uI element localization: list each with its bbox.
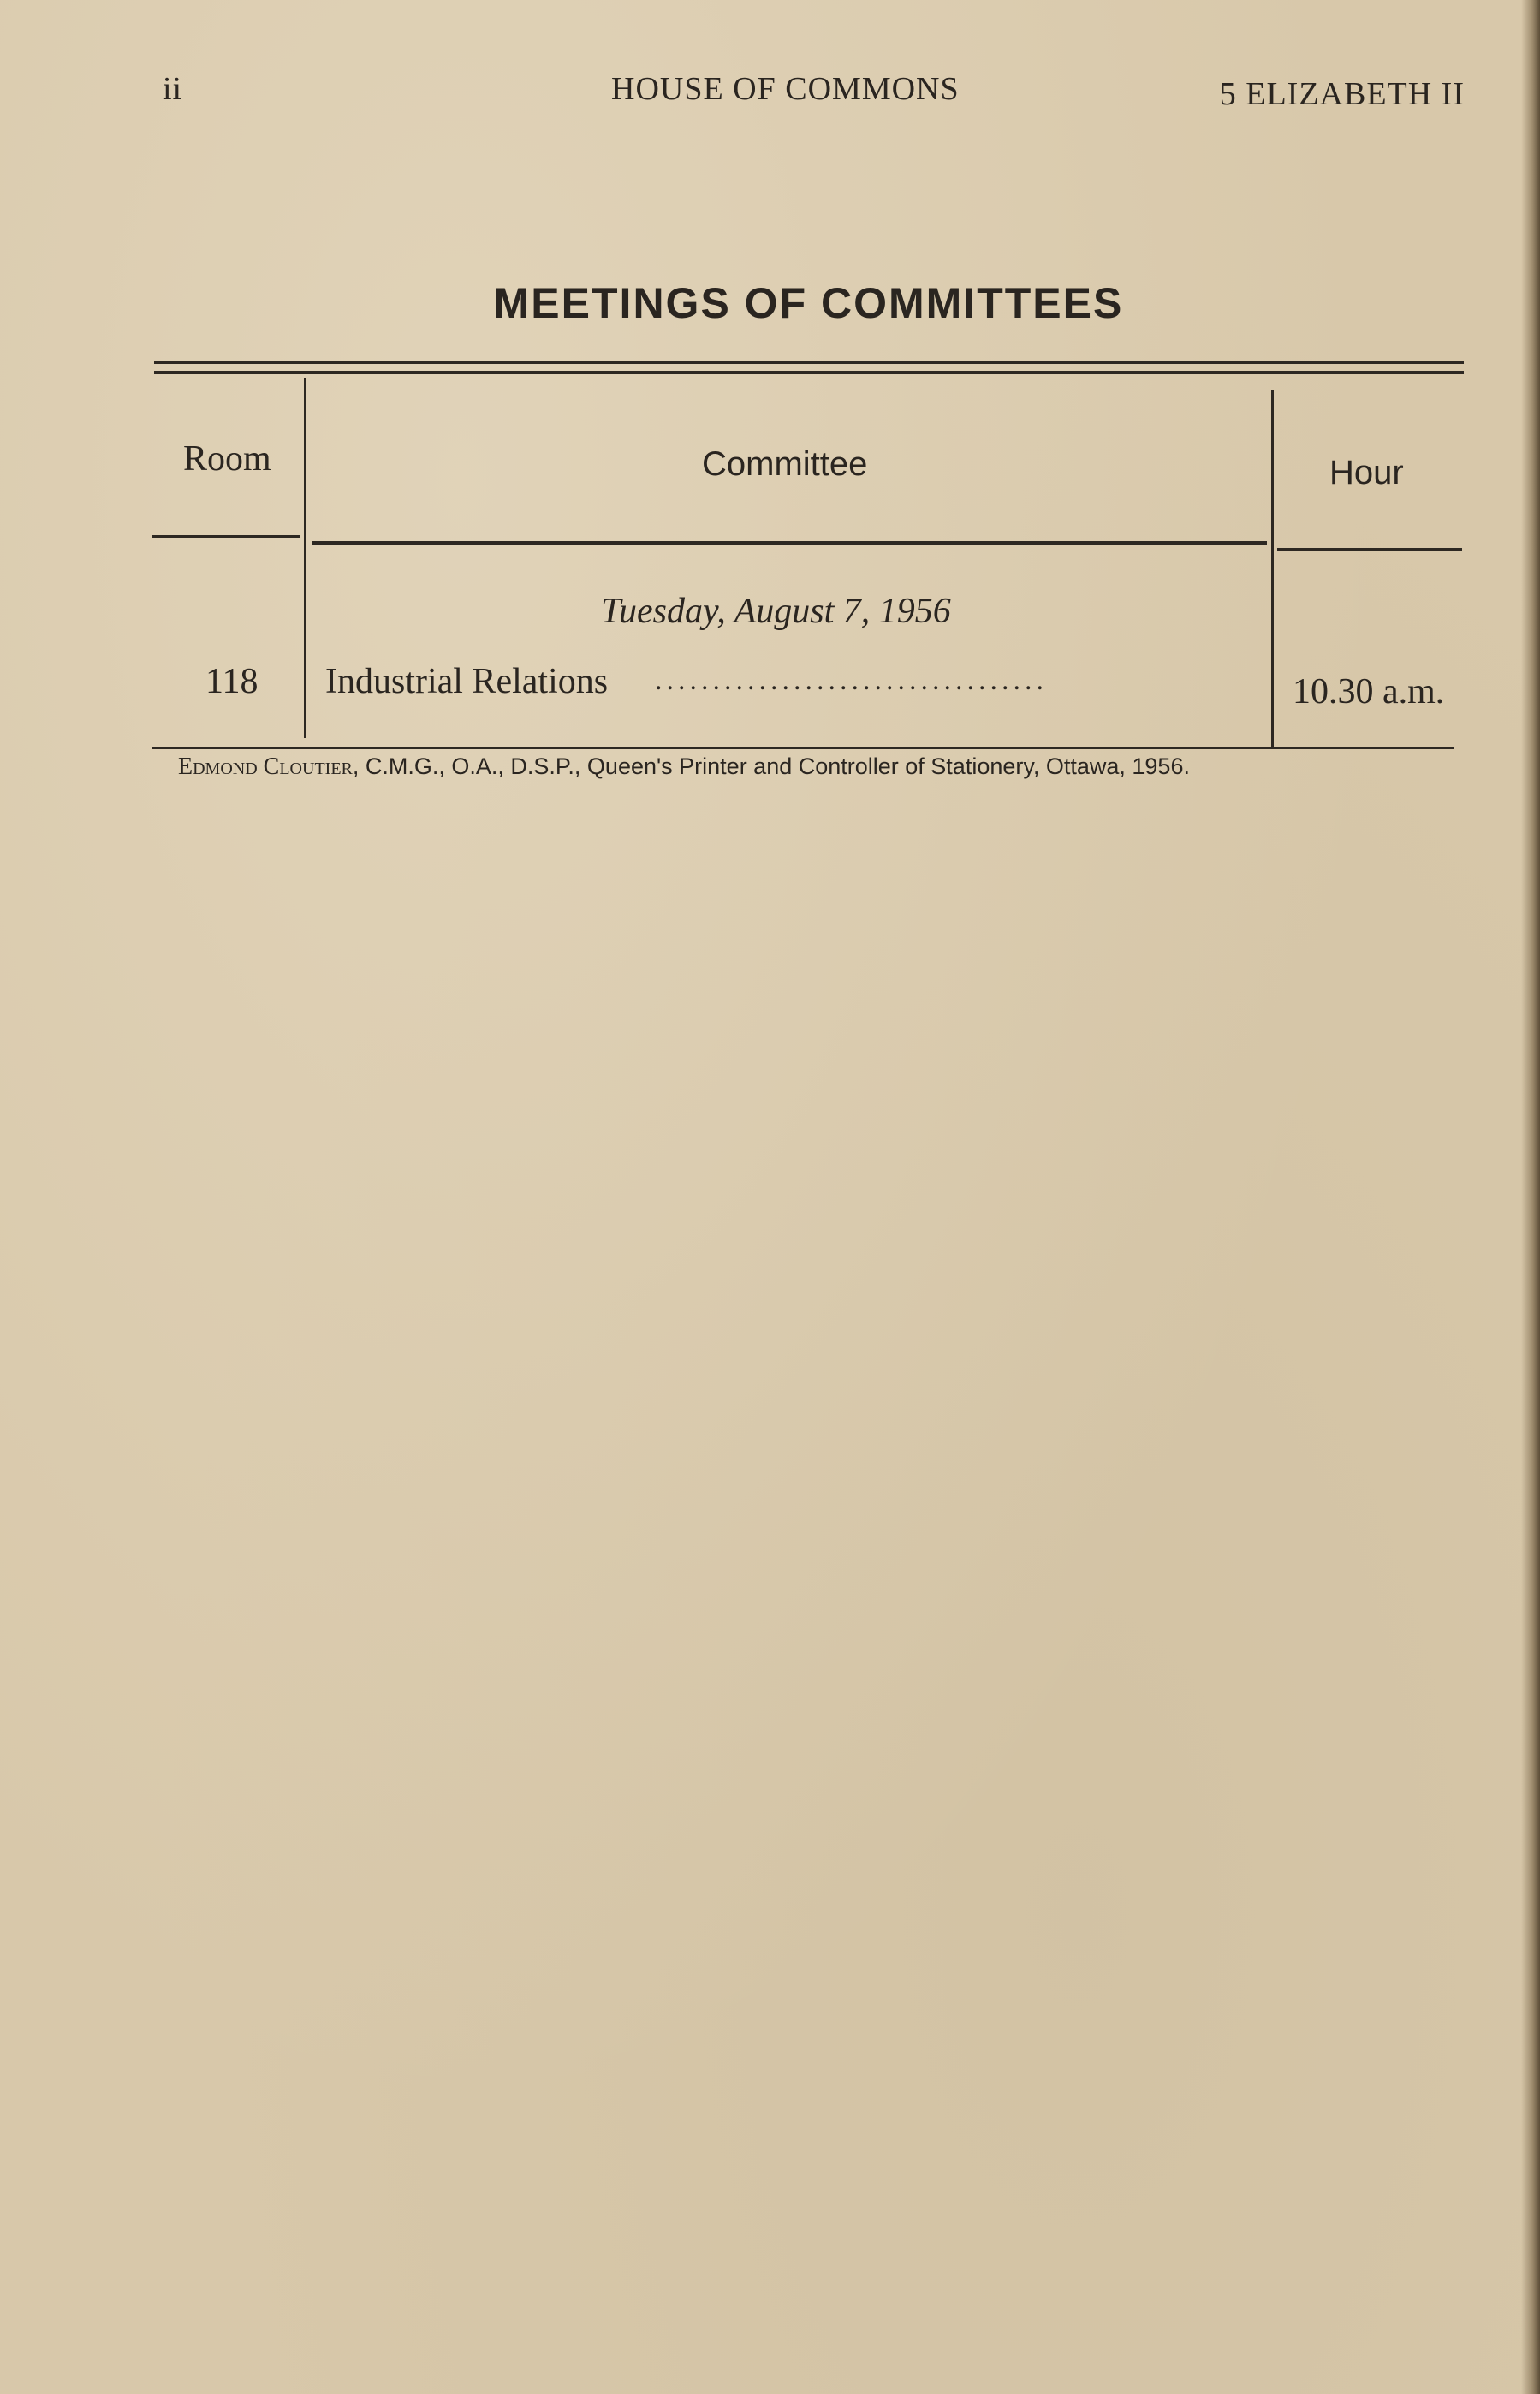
column-divider-right bbox=[1271, 390, 1274, 749]
running-head bbox=[0, 70, 1540, 113]
imprint-rule bbox=[152, 747, 1454, 749]
printer-credentials: , C.M.G., O.A., D.S.P., Queen's Printer and Controller of Stationery, Ottawa, 1956. bbox=[352, 753, 1190, 779]
header-rule-hour bbox=[1277, 548, 1462, 551]
page-folio: ii bbox=[163, 71, 183, 107]
column-divider-left bbox=[304, 378, 306, 738]
dot-leader: .................................. bbox=[655, 664, 1048, 696]
header-rule-room bbox=[152, 535, 300, 538]
table-top-rule-second bbox=[154, 371, 1464, 374]
meeting-date: Tuesday, August 7, 1956 bbox=[601, 592, 951, 631]
column-header-room: Room bbox=[183, 439, 271, 479]
column-header-committee: Committee bbox=[702, 445, 868, 483]
room-number: 118 bbox=[205, 662, 259, 701]
committee-name: Industrial Relations bbox=[325, 662, 609, 701]
page-edge-shadow bbox=[1521, 0, 1540, 2394]
header-rule-committee bbox=[312, 541, 1267, 545]
table-top-rule bbox=[154, 361, 1464, 364]
printer-imprint bbox=[178, 753, 1462, 781]
regnal-year: 5 ELIZABETH II bbox=[1219, 76, 1465, 112]
printer-name: Edmond Cloutier bbox=[178, 753, 353, 780]
running-title: HOUSE OF COMMONS bbox=[611, 71, 960, 107]
column-header-hour: Hour bbox=[1329, 454, 1404, 491]
page-title: MEETINGS OF COMMITTEES bbox=[493, 279, 1124, 327]
meeting-hour: 10.30 a.m. bbox=[1293, 672, 1445, 712]
